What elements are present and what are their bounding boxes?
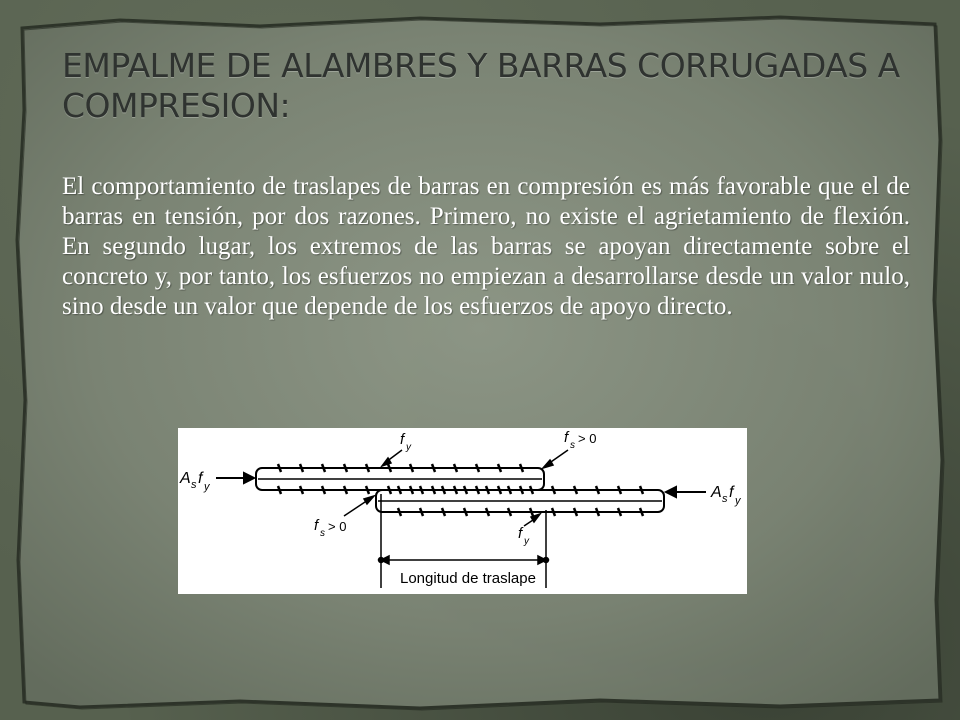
left-load-sub-s: s: [191, 479, 197, 491]
top-fy-sub: y: [406, 442, 411, 453]
left-load-f: f: [198, 470, 203, 487]
top-fs-f: f: [564, 429, 569, 446]
bottom-fs-leader: [344, 496, 374, 516]
lap-length-label: Longitud de traslape: [400, 570, 536, 587]
bottom-fs-f: f: [314, 517, 319, 534]
bottom-fs-rel: > 0: [328, 519, 347, 534]
left-load-A: A: [180, 470, 191, 487]
left-load-arrow: [216, 473, 254, 483]
top-fy-leader: [382, 450, 402, 466]
top-fs-leader: [543, 450, 568, 468]
right-load-f: f: [729, 484, 734, 501]
lap-splice-figure: [178, 428, 747, 594]
left-load-sub-y: y: [204, 481, 210, 493]
body-paragraph: El comportamiento de traslapes de barras en compresión es más favorable que el de barras en tensión, por dos razones. Primero, no existe el agrietamiento de flexión. En segundo lugar, los extremos de las barras se apoyan directamente sobre el concreto y, por tanto, los esfuerzos no empiezan a desarrollarse desde un valor nulo, sino desde un valor que depende de los esfuerzos de apoyo directo.: [62, 173, 910, 320]
bottom-fy-f: f: [518, 525, 523, 542]
top-fy-f: f: [400, 431, 405, 448]
right-load-arrow: [666, 487, 706, 497]
top-fs-rel: > 0: [578, 431, 597, 446]
right-load-sub-s: s: [722, 493, 728, 505]
right-load-A: A: [711, 484, 722, 501]
top-fs-sub: s: [570, 440, 575, 451]
bottom-fs-sub: s: [320, 528, 325, 539]
slide-title: EMPALME DE ALAMBRES Y BARRAS CORRUGADAS A COMPRESION:: [62, 46, 900, 125]
bottom-fy-sub: y: [524, 536, 529, 547]
lap-splice-diagram: [178, 428, 747, 594]
right-load-sub-y: y: [735, 495, 741, 507]
